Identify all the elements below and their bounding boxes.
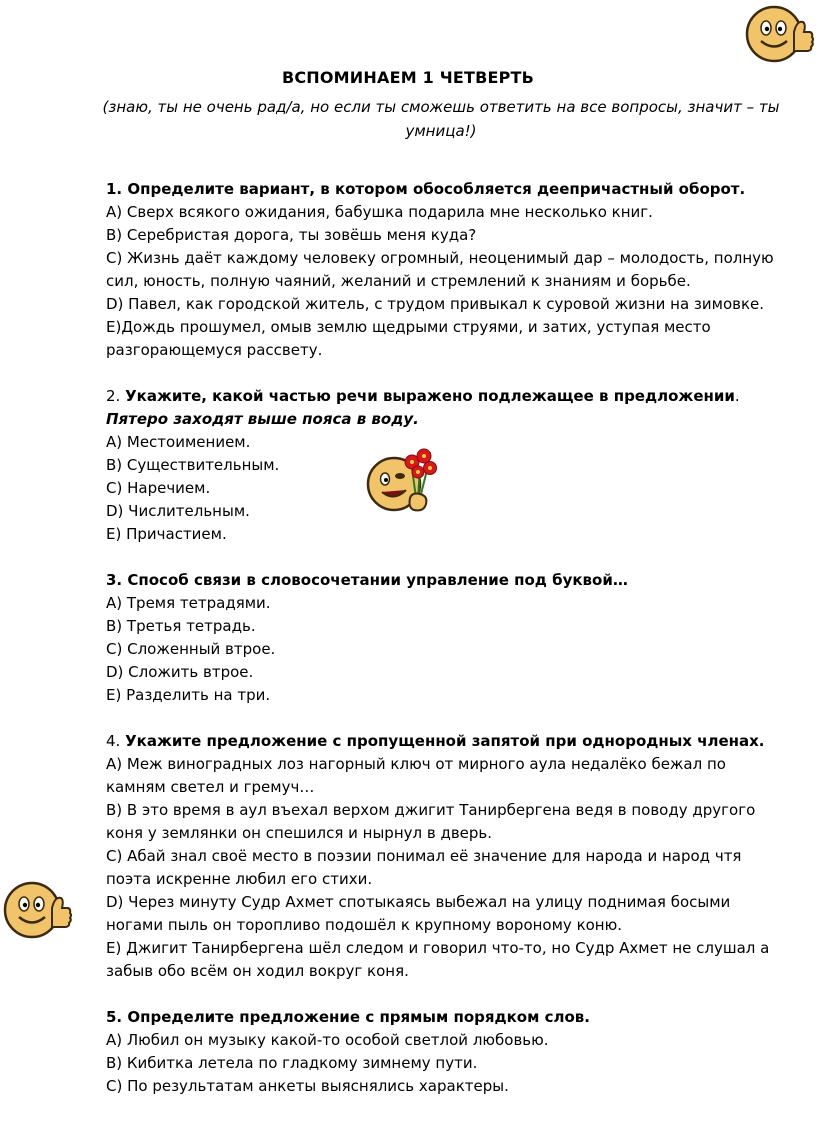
question-1 — [106, 178, 786, 362]
answer-option: В) Существительным. — [106, 456, 280, 474]
questions-list — [106, 178, 786, 1121]
answer-option: С) Жизнь даёт каждому человеку огромный, неоценимый дар – молодость, полную сил, юность, полную чаяний, желаний и стремлений к знаниям и борьбе. — [106, 249, 774, 290]
question-text: Определите предложение с прямым порядком слов. — [127, 1008, 590, 1026]
answer-option: В) Третья тетрадь. — [106, 617, 256, 635]
answer-option: А) Любил он музыку какой-то особой светлой любовью. — [106, 1031, 549, 1049]
question-text: Укажите, какой частью речи выражено подлежащее в предложении — [125, 387, 735, 405]
question-4 — [106, 730, 786, 983]
question-prompt — [106, 1006, 786, 1029]
page-title: ВСПОМИНАЕМ 1 ЧЕТВЕРТЬ — [281, 68, 535, 87]
question-text: Укажите предложение с пропущенной запятой при однородных членах. — [125, 732, 765, 750]
question-3 — [106, 569, 786, 707]
answer-option: D) Через минуту Судр Ахмет спотыкаясь выбежал на улицу поднимая босыми ногами пыль он торопливо подошёл к крупному вороному коню. — [106, 893, 731, 934]
answer-option: А) Тремя тетрадями. — [106, 594, 271, 612]
answer-option: E) Джигит Танирбергена шёл следом и говорил что-то, но Судр Ахмет не слушал а забыв обо всём он ходил вокруг коня. — [106, 939, 770, 980]
answer-option: E)Дождь прошумел, омыв землю щедрыми струями, и затих, уступая место разгорающемуся рассвету. — [106, 318, 711, 359]
page-subtitle: (знаю, ты не очень рад/а, но если ты сможешь ответить на все вопросы, значит – ты умница!) — [102, 98, 780, 140]
answer-option: А) Местоимением. — [106, 433, 251, 451]
question-number: 2. — [106, 387, 121, 405]
answer-option: D) Числительным. — [106, 502, 250, 520]
answer-option: В) Серебристая дорога, ты зовёшь меня куда? — [106, 226, 477, 244]
answer-option: В) В это время в аул въехал верхом джигит Танирбергена ведя в поводу другого коня у землянки он спешился и нырнул в дверь. — [106, 801, 756, 842]
question-5 — [106, 1006, 786, 1098]
question-number: 4. — [106, 732, 121, 750]
question-number: 1. — [106, 180, 123, 198]
question-prompt — [106, 178, 786, 201]
answer-option: E) Разделить на три. — [106, 686, 271, 704]
question-2 — [106, 385, 786, 546]
answer-option: E) Причастием. — [106, 525, 227, 543]
answer-option: В) Кибитка летела по гладкому зимнему пути. — [106, 1054, 478, 1072]
answer-option: С) По результатам анкеты выяснялись характеры. — [106, 1077, 509, 1095]
answer-option: А) Меж виноградных лоз нагорный ключ от мирного аула недалёко бежал по камням светел и гремуч… — [106, 755, 726, 796]
question-prompt: 2. Укажите, какой частью речи выражено подлежащее в предложении. — [106, 387, 740, 405]
answer-option: С) Сложенный втрое. — [106, 640, 276, 658]
thumbs-up-smiley-icon — [744, 2, 814, 66]
question-text: Способ связи в словосочетании управление под буквой… — [127, 571, 628, 589]
answer-option: А) Сверх всякого ожидания, бабушка подарила мне несколько книг. — [106, 203, 653, 221]
question-text: Определите вариант, в котором обособляется деепричастный оборот. — [127, 180, 746, 198]
question-prompt — [106, 730, 786, 753]
question-prompt — [106, 569, 786, 592]
answer-option: С) Абай знал своё место в поэзии понимал её значение для народа и народ чтя поэта искренне любил его стихи. — [106, 847, 742, 888]
answer-option: С) Наречием. — [106, 479, 211, 497]
answer-option: D) Сложить втрое. — [106, 663, 254, 681]
question-number: 3. — [106, 571, 123, 589]
flowers-smiley-icon — [364, 446, 438, 516]
answer-option: D) Павел, как городской житель, с трудом привыкал к суровой жизни на зимовке. — [106, 295, 765, 313]
question-number: 5. — [106, 1008, 123, 1026]
question-sentence: Пятеро заходят выше пояса в воду. — [106, 410, 419, 428]
thumbs-up-smiley-icon — [2, 876, 72, 944]
